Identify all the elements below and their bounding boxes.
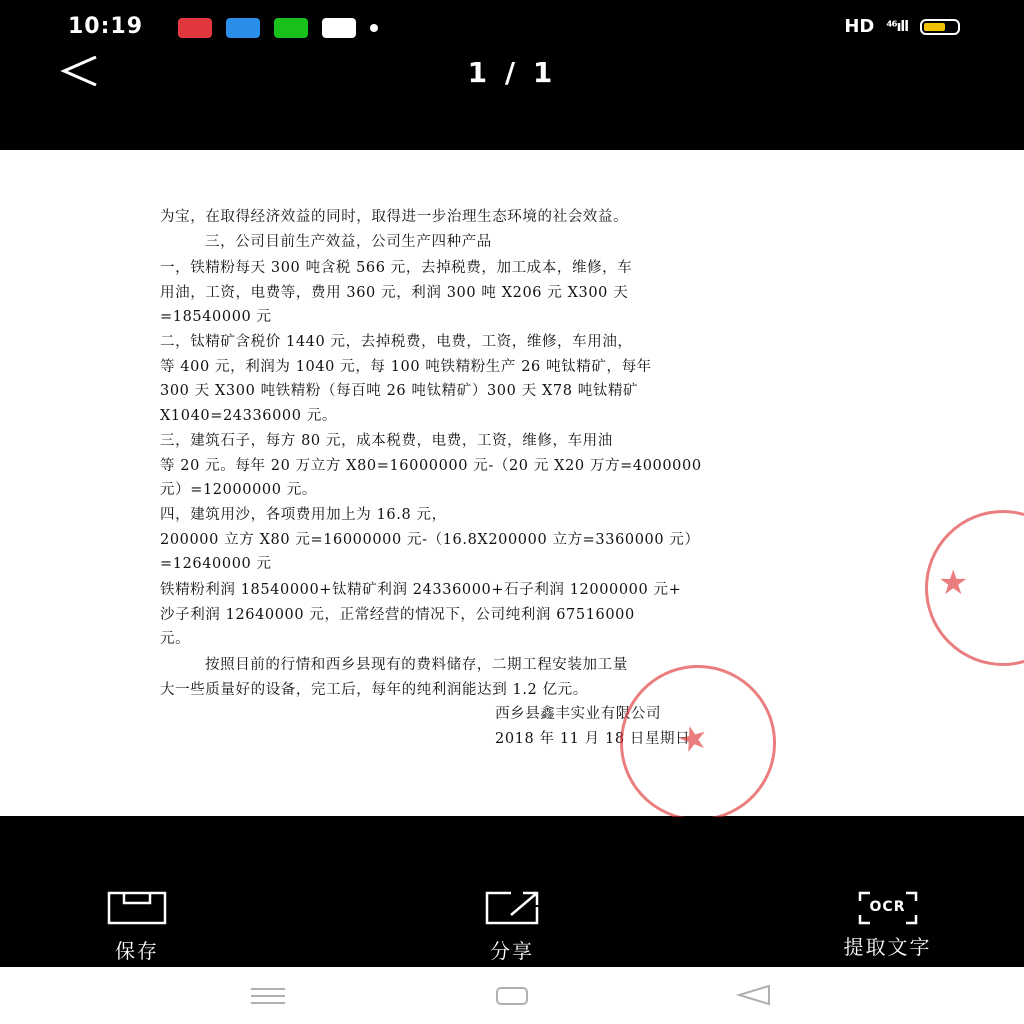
home-button[interactable]: [494, 983, 530, 1009]
more-notifications-dot: [370, 24, 378, 32]
notification-icons: [178, 18, 378, 38]
chevron-left-icon: [60, 56, 100, 86]
app-icon-youku: [322, 18, 356, 38]
app-icon-blue: [226, 18, 260, 38]
document-text-line: 沙子利润 12640000 元，正常经营的情况下，公司纯利润 67516000: [160, 607, 635, 623]
ocr-icon-text: OCR: [869, 899, 906, 915]
menu-icon: [248, 985, 288, 1007]
document-text-line: 元。: [160, 631, 191, 647]
document-text-line: 元）=12000000 元。: [160, 482, 317, 498]
document-text-line: 大一些质量好的设备，完工后，每年的纯利润能达到 1.2 亿元。: [160, 682, 588, 698]
document-text-line: 一，铁精粉每天 300 吨含税 566 元，去掉税费，加工成本，维修，车: [160, 260, 633, 276]
share-button[interactable]: [476, 891, 548, 964]
document-image: [0, 150, 1024, 816]
document-text-line: X1040=24336000 元。: [160, 408, 337, 424]
page-indicator: 1 / 1: [467, 56, 557, 89]
network-label: HD: [844, 16, 875, 37]
document-text-line: 二，钛精矿含税价 1440 元，去掉税费，电费，工资，维修，车用油，: [160, 334, 633, 350]
document-text-line: 三，建筑石子，每方 80 元，成本税费，电费，工资，维修，车用油: [160, 433, 613, 449]
document-text-line: 2018 年 11 月 18 日星期日: [495, 731, 691, 747]
action-bar: [0, 817, 1024, 967]
document-text-line: 等 20 元。每年 20 万立方 X80=16000000 元-（20 元 X20 万方=4000000: [160, 458, 702, 474]
seal-star-icon: ★: [673, 715, 713, 763]
document-text-line: =12640000 元: [160, 556, 272, 572]
menu-button[interactable]: [248, 985, 288, 1007]
document-text-line: 200000 立方 X80 元=16000000 元-（16.8X200000 立方=3360000 元）: [160, 532, 700, 548]
app-icon-red: [178, 18, 212, 38]
app-icon-iqiyi: [274, 18, 308, 38]
extract-text-button[interactable]: [815, 891, 960, 960]
document-text-line: 铁精粉利润 18540000+钛精矿利润 24336000+石子利润 12000000 元+: [160, 582, 682, 598]
document-text-line: 等 400 元，利润为 1040 元，每 100 吨铁精粉生产 26 吨钛精矿，每年: [160, 359, 652, 375]
save-icon: [106, 891, 168, 925]
battery-level: [924, 23, 945, 31]
seal-star-icon: ★: [938, 563, 969, 603]
back-button[interactable]: [60, 56, 110, 86]
extract-text-label: 提取文字: [843, 935, 932, 959]
viewer-header: [0, 56, 1024, 146]
company-seal-partial: [925, 510, 1024, 666]
home-icon: [494, 983, 530, 1009]
status-time: 10:19: [68, 14, 144, 39]
save-label: 保存: [115, 939, 159, 963]
document-text-line: =18540000 元: [160, 309, 272, 325]
share-icon: [481, 891, 543, 925]
document-text-line: 四，建筑用沙，各项费用加上为 16.8 元，: [160, 507, 447, 523]
back-triangle-icon: [736, 983, 772, 1009]
status-bar: [0, 0, 1024, 56]
status-indicators: [844, 16, 960, 37]
system-nav-bar: [0, 967, 1024, 1024]
document-text-line: 西乡县鑫丰实业有限公司: [495, 706, 662, 722]
document-text-line: 为宝，在取得经济效益的同时，取得进一步治理生态环境的社会效益。: [160, 209, 629, 225]
ocr-icon: [858, 891, 918, 925]
company-seal: [602, 647, 793, 838]
document-text-line: 300 天 X300 吨铁精粉（每百吨 26 吨钛精矿）300 天 X78 吨钛精矿: [160, 383, 639, 399]
share-label: 分享: [490, 939, 534, 963]
system-back-button[interactable]: [736, 983, 772, 1009]
document-text-line: 三，公司目前生产效益，公司生产四种产品: [205, 234, 492, 250]
save-button[interactable]: [102, 891, 172, 964]
signal-icon: ⁴⁶ıll: [886, 18, 908, 35]
document-text-line: 用油，工资，电费等，费用 360 元，利润 300 吨 X206 元 X300 天: [160, 285, 629, 301]
document-text-line: 按照目前的行情和西乡县现有的费料储存，二期工程安装加工量: [205, 657, 628, 673]
battery-icon: [920, 19, 960, 35]
